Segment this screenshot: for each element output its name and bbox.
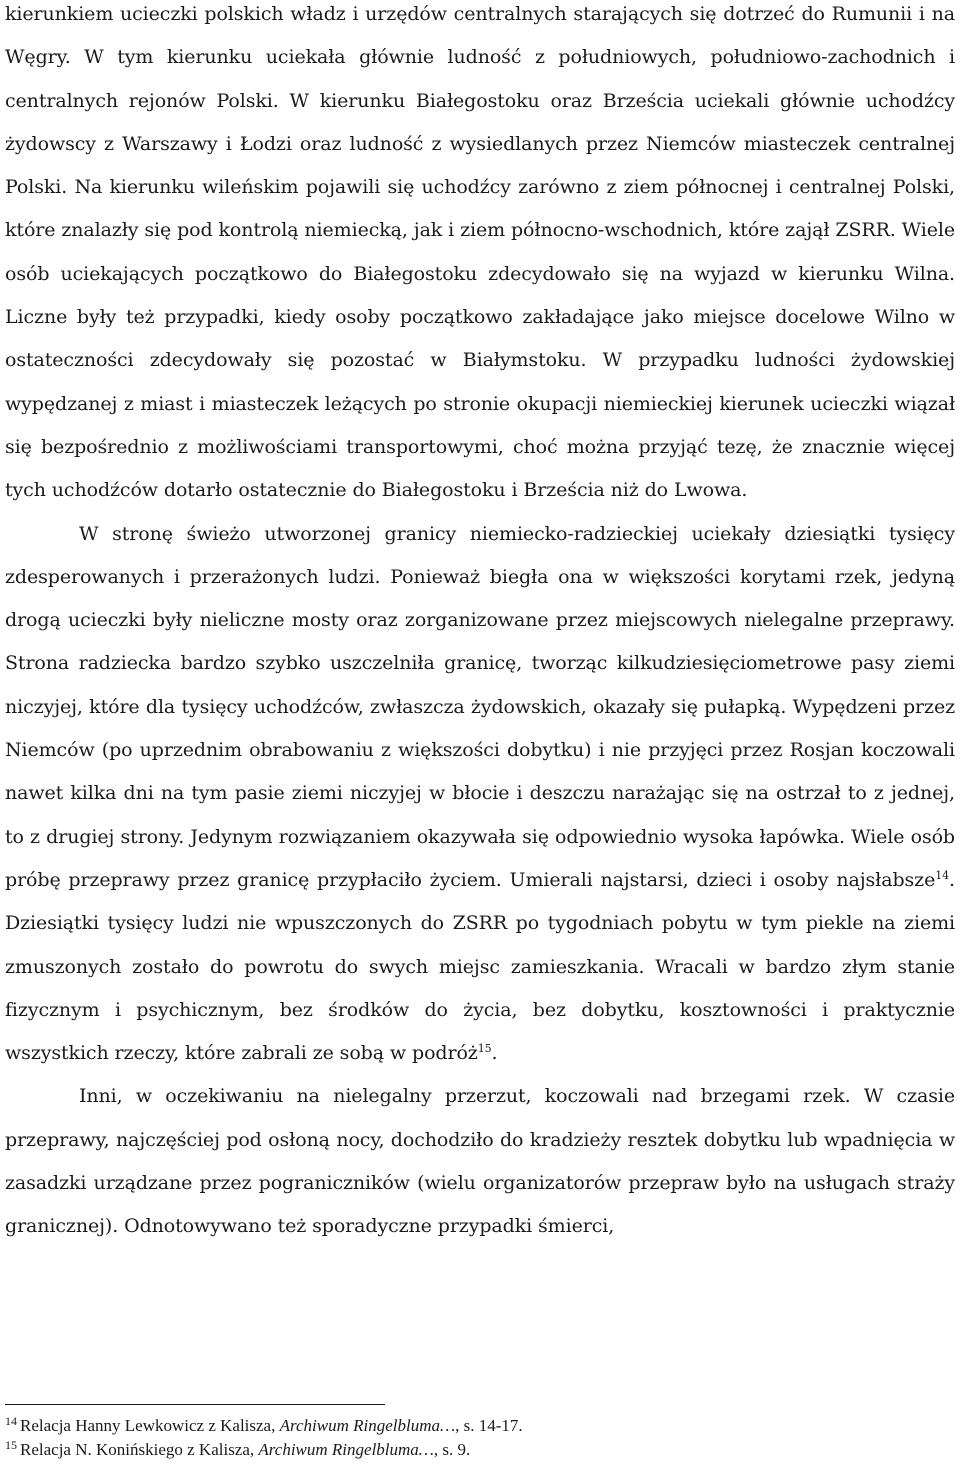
footnote-number: 14 [5, 1414, 17, 1428]
footnote-source-title: Archiwum Ringelbluma… [258, 1440, 434, 1459]
paragraph-text: . [491, 1042, 498, 1065]
footnote-pages: , s. 9. [433, 1440, 471, 1459]
paragraph-text: kierunkiem ucieczki polskich władz i urzędów centralnych starających się dotrzeć do Rumunii i na Węgry. W tym kierunku uciekała głównie ludność z południowych, południowo-zachodnich i centralnych rejonów Polski. W kierunku Białegostoku oraz Brześcia uciekali głównie uchodźcy żydowscy z Warszawy i Łodzi oraz ludność z wysiedlanych przez Niemców miasteczek centralnej Polski. Na kierunku wileńskim pojawili się uchodźcy zarówno z ziem północnej i centralnej Polski, które znalazły się pod kontrolą niemiecką, jak i ziem północno-wschodnich, które zajął ZSRR. Wiele osób uciekających początkowo do Białegostoku zdecydowało się na wyjazd w kierunku Wilna. Liczne były też przypadki, kiedy osoby początkowo zakładające jako miejsce docelowe Wilno w ostateczności zdecydowały się pozostać w Białymstoku. W przypadku ludności żydowskiej wypędzanej z miast i miasteczek leżących po stronie okupacji niemieckiej kierunek ucieczki wiązał się bezpośrednio z możliwościami transportowymi, choć można przyjąć tezę, że znacznie więcej tych uchodźców dotarło ostatecznie do Białegostoku i Brześcia niż do Lwowa. [5, 3, 955, 502]
footnote-divider [5, 1404, 385, 1405]
paragraph [5, 1075, 955, 1248]
paragraph-text: Inni, w oczekiwaniu na nielegalny przerzut, koczowali nad brzegami rzek. W czasie przeprawy, najczęściej pod osłoną nocy, dochodziło do kradzieży resztek dobytku lub wpadnięcia w zasadzki urządzane przez pograniczników (wielu organizatorów przepraw było na usługach straży granicznej). Odnotowywano też sporadyczne przypadki śmierci, [5, 1085, 955, 1238]
footnote-pages: , s. 14-17. [455, 1416, 523, 1435]
paragraph-text: W stronę świeżo utworzonej granicy niemiecko-radzieckiej uciekały dziesiątki tysięcy zdesperowanych i przerażonych ludzi. Ponieważ biegła ona w większości korytami rzek, jedyną drogą ucieczki były nieliczne mosty oraz zorganizowane przez miejscowych nielegalne przeprawy. Strona radziecka bardzo szybko uszczelniła granicę, tworząc kilkudziesięciometrowe pasy ziemi niczyjej, które dla tysięcy uchodźców, zwłaszcza żydowskich, okazały się pułapką. Wypędzeni przez Niemców (po uprzednim obrabowaniu z większości dobytku) i nie przyjęci przez Rosjan koczowali nawet kilka dni na tym pasie ziemi niczyjej w błocie i deszczu narażając się na ostrzał to z jednej, to z drugiej strony. Jedynym rozwiązaniem okazywała się odpowiednio wysoka łapówka. Wiele osób próbę przeprawy przez granicę przypłaciło życiem. Umierali najstarsi, dzieci i osoby najsłabsze [5, 522, 955, 891]
footnote [5, 1438, 955, 1462]
footnote [5, 1414, 955, 1438]
footnote-reference[interactable]: 14 [935, 868, 950, 882]
document-page [5, 0, 955, 1468]
paragraph [5, 513, 955, 1076]
paragraph-text: . Dziesiątki tysięcy ludzi nie wpuszczonych do ZSRR po tygodniach pobytu w tym piekle na ziemi zmuszonych zostało do powrotu do swych miejsc zamieszkania. Wracali w bardzo złym stanie fizycznym i psychicznym, bez środków do życia, bez dobytku, kosztowności i praktycznie wszystkich rzeczy, które zabrali ze sobą w podróż [5, 868, 955, 1065]
footnote-reference[interactable]: 15 [477, 1042, 492, 1056]
footnotes [5, 1414, 955, 1462]
footnote-source-title: Archiwum Ringelbluma… [279, 1416, 456, 1435]
body-text [5, 0, 955, 1249]
paragraph [5, 0, 955, 513]
footnote-text: Relacja N. Konińskiego z Kalisza, [20, 1440, 259, 1459]
footnote-text: Relacja Hanny Lewkowicz z Kalisza, [20, 1416, 280, 1435]
footnote-number: 15 [5, 1438, 17, 1452]
